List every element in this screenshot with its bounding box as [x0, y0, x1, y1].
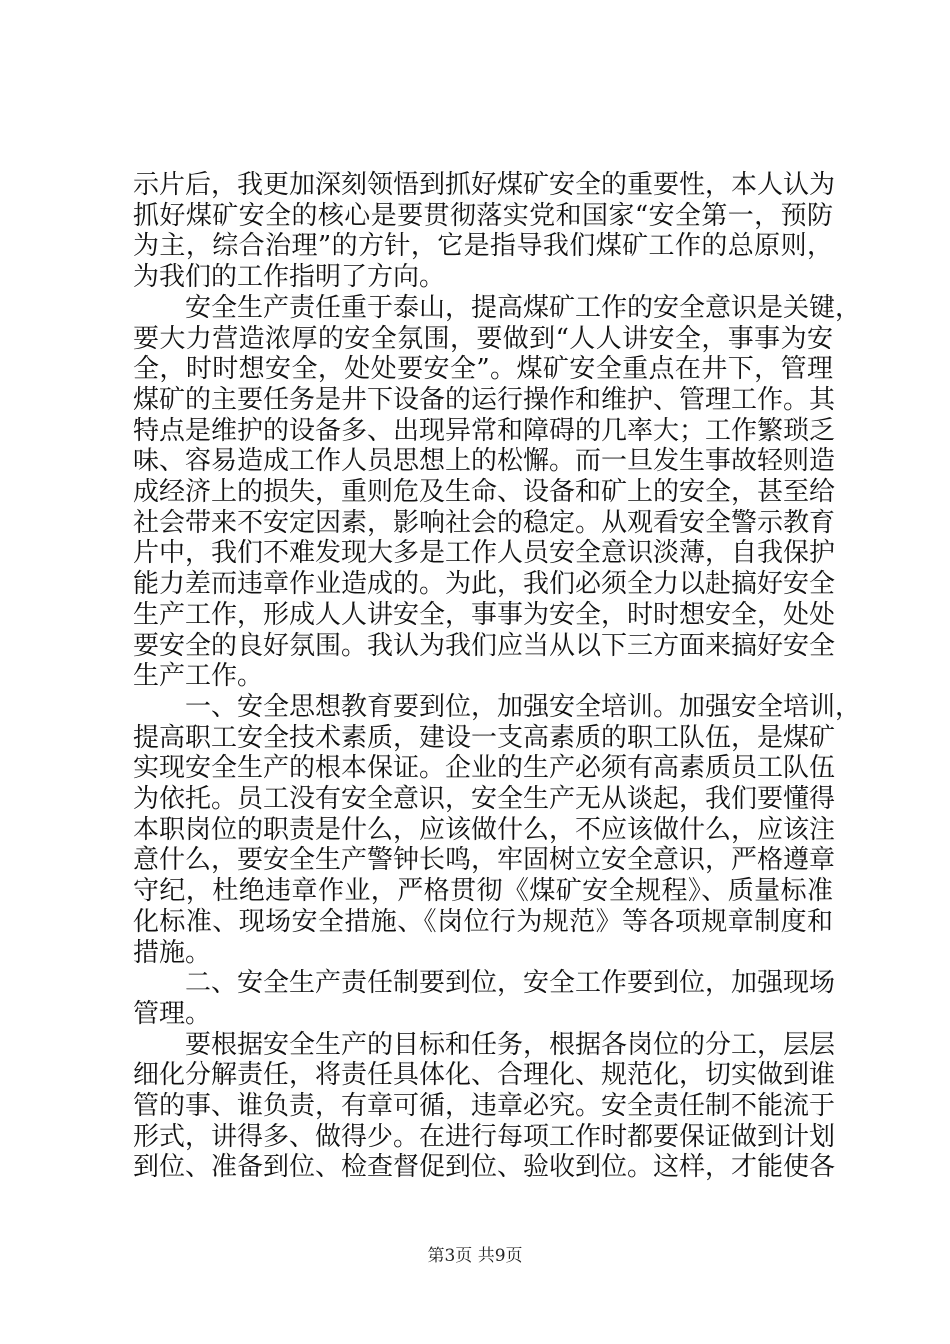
text-line: 生产工作，形成人人讲安全，事事为安全，时时想安全，处处	[133, 600, 836, 630]
paragraph-first-line: 一、安全思想教育要到位，加强安全培训。加强安全培训，	[185, 692, 862, 722]
text-line: 意什么，要安全生产警钟长鸣，牢固树立安全意识，严格遵章	[133, 845, 836, 875]
text-line: 为依托。员工没有安全意识，安全生产无从谈起，我们要懂得	[133, 784, 836, 814]
text-line: 化标准、现场安全措施、《岗位行为规范》等各项规章制度和	[133, 907, 833, 937]
text-line: 细化分解责任，将责任具体化、合理化、规范化，切实做到谁	[133, 1060, 836, 1090]
text-line: 提高职工安全技术素质，建设一支高素质的职工队伍，是煤矿	[133, 723, 836, 753]
text-line: 为主，综合治理”的方针，它是指导我们煤矿工作的总原则，	[133, 231, 833, 261]
text-line: 本职岗位的职责是什么，应该做什么，不应该做什么，应该注	[133, 815, 836, 845]
text-line: 社会带来不安定因素，影响社会的稳定。从观看安全警示教育	[133, 508, 836, 538]
page-number: 第3页 共9页	[427, 1246, 523, 1266]
text-line: 守纪，杜绝违章作业，严格贯彻《煤矿安全规程》、质量标准	[133, 876, 833, 906]
text-line: 要大力营造浓厚的安全氛围，要做到“人人讲安全，事事为安	[133, 324, 833, 354]
text-line: 煤矿的主要任务是井下设备的运行操作和维护、管理工作。其	[133, 385, 836, 415]
paragraph-first-line: 二、安全生产责任制要到位，安全工作要到位，加强现场	[185, 968, 836, 998]
text-line: 要安全的良好氛围。我认为我们应当从以下三方面来搞好安全	[133, 631, 836, 661]
text-line: 成经济上的损失，重则危及生命、设备和矿上的安全，甚至给	[133, 477, 836, 507]
text-line: 措施。	[133, 938, 212, 968]
text-line: 生产工作。	[133, 661, 264, 691]
text-line: 抓好煤矿安全的核心是要贯彻落实党和国家“安全第一，预防	[133, 201, 833, 231]
text-line: 到位、准备到位、检查督促到位、验收到位。这样，才能使各	[133, 1152, 836, 1182]
text-line: 实现安全生产的根本保证。企业的生产必须有高素质员工队伍	[133, 753, 836, 783]
paragraph-first-line: 安全生产责任重于泰山，提高煤矿工作的安全意识是关键，	[185, 293, 862, 323]
text-line: 特点是维护的设备多、出现异常和障碍的几率大；工作繁琐乏	[133, 416, 836, 446]
text-line: 片中，我们不难发现大多是工作人员安全意识淡薄，自我保护	[133, 538, 836, 568]
text-line: 示片后，我更加深刻领悟到抓好煤矿安全的重要性，本人认为	[133, 170, 836, 200]
text-line: 味、容易造成工作人员思想上的松懈。而一旦发生事故轻则造	[133, 446, 836, 476]
text-line: 管理。	[133, 999, 212, 1029]
text-line: 全，时时想安全，处处要安全”。煤矿安全重点在井下，管理	[133, 354, 833, 384]
text-line: 形式，讲得多、做得少。在进行每项工作时都要保证做到计划	[133, 1122, 836, 1152]
text-line: 能力差而违章作业造成的。为此，我们必须全力以赴搞好安全	[133, 569, 836, 599]
paragraph-first-line: 要根据安全生产的目标和任务，根据各岗位的分工，层层	[185, 1030, 836, 1060]
text-line: 管的事、谁负责，有章可循，违章必究。安全责任制不能流于	[133, 1091, 836, 1121]
text-line: 为我们的工作指明了方向。	[133, 262, 446, 292]
